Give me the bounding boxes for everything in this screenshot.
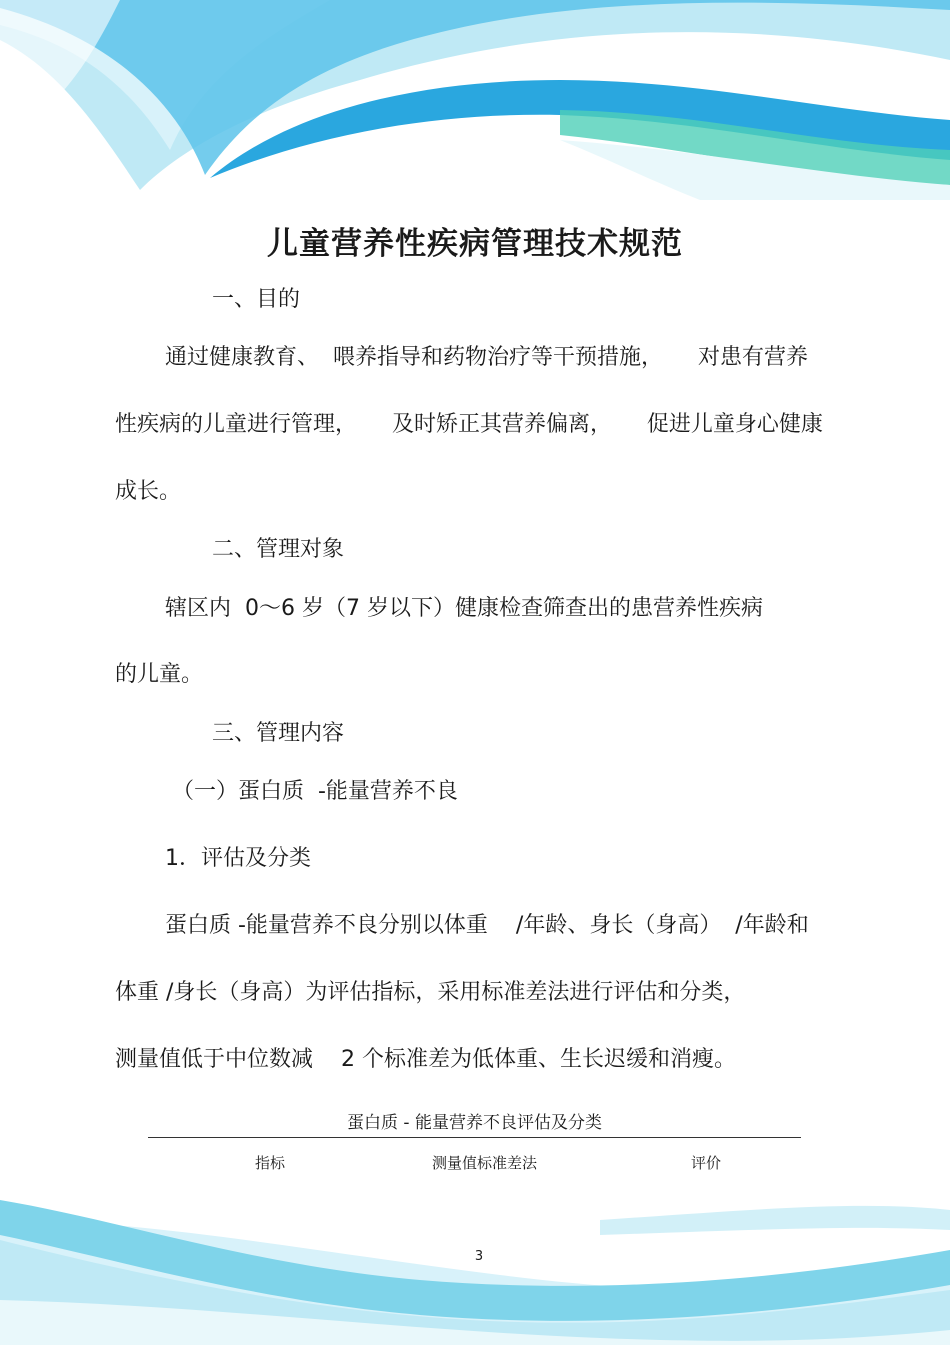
content-paragraph-line-3: 测量值低于中位数减 2 个标准差为低体重、生长迟缓和消瘦。: [115, 1047, 736, 1072]
subsection-heading: （一）蛋白质 -能量营养不良: [172, 779, 458, 804]
item-heading: 1．评估及分类: [165, 846, 311, 871]
target-paragraph-line-1: 辖区内 0～6 岁（7 岁以下）健康检查筛查出的患营养性疾病: [165, 596, 763, 621]
page-number: 3: [474, 1249, 484, 1264]
content-paragraph-line-1: 蛋白质 -能量营养不良分别以体重 /年龄、身长（身高） /年龄和: [165, 913, 809, 938]
target-paragraph-line-2: 的儿童。: [115, 662, 204, 687]
purpose-paragraph-line-1: 通过健康教育、 喂养指导和药物治疗等干预措施， 对患有营养: [165, 345, 808, 370]
table-header-method: 测量值标准差法: [432, 1154, 538, 1172]
table-top-rule: [148, 1137, 801, 1138]
section-heading-content: 三、管理内容: [212, 721, 345, 746]
purpose-paragraph-line-3: 成长。: [115, 479, 182, 504]
table-caption: 蛋白质 - 能量营养不良评估及分类: [347, 1113, 602, 1133]
table-header-indicator: 指标: [255, 1154, 286, 1172]
content-paragraph-line-2: 体重 /身长（身高）为评估指标，采用标准差法进行评估和分类，: [115, 980, 746, 1005]
purpose-paragraph-line-2: 性疾病的儿童进行管理， 及时矫正其营养偏离， 促进儿童身心健康: [115, 412, 823, 437]
section-heading-target: 二、管理对象: [212, 537, 345, 562]
table-header-evaluation: 评价: [691, 1154, 722, 1172]
top-wave-decoration: [0, 0, 950, 200]
section-heading-purpose: 一、目的: [212, 287, 301, 312]
document-title: 儿童营养性疾病管理技术规范: [267, 225, 683, 262]
